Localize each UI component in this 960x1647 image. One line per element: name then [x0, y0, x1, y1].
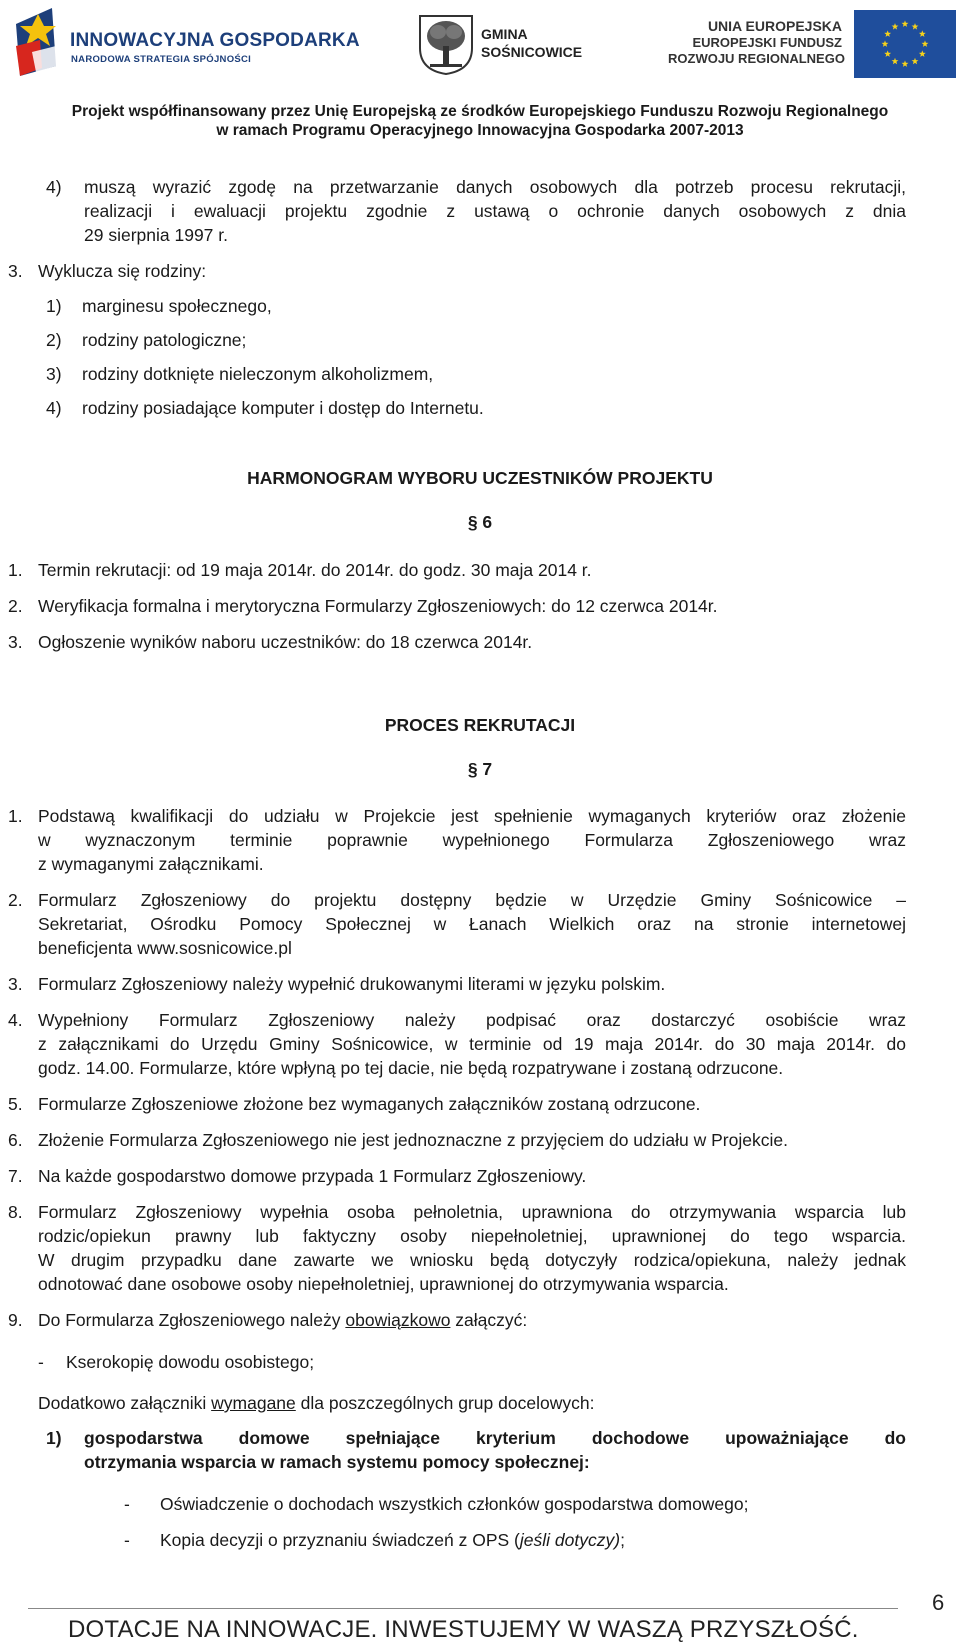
- innowacyjna-gospodarka-mark-icon: [12, 6, 64, 80]
- list-item-number: 9.: [8, 1310, 23, 1330]
- form-submission-line2: z załącznikami do Urzędu Gminy Sośnicowice, w terminie od 19 maja 2014r. do 30 maja 2014r. do: [38, 1034, 906, 1054]
- dash-bullet: -: [124, 1494, 130, 1514]
- paragraph-7-marker: § 7: [467, 759, 493, 779]
- list-item-number: 5.: [8, 1094, 23, 1114]
- text-span: Kopia decyzji o przyznaniu świadczeń z OPS (: [160, 1530, 520, 1550]
- text-span: załączyć:: [450, 1310, 528, 1330]
- gmina-sosnicowice-logo: [416, 10, 596, 80]
- form-availability-line2: Sekretariat, Ośrodku Pomocy Społecznej w Łanach Wielkich oraz na stronie internetowej: [38, 914, 906, 934]
- form-filler-line4: odnotować dane osobowe osoby niepełnoletniej, uprawnionej do otrzymywania wsparcia.: [38, 1274, 729, 1294]
- target-group-line1: gospodarstwa domowe spełniające kryterium dochodowe upoważniające do: [84, 1428, 906, 1448]
- list-item-number: 1.: [8, 806, 23, 826]
- list-item-number: 4.: [8, 1010, 23, 1030]
- dash-bullet: -: [38, 1352, 44, 1372]
- list-item-number: 4): [46, 177, 62, 197]
- list-item-number: 1): [46, 296, 62, 316]
- eu-logo-line2: EUROPEJSKI FUNDUSZ: [692, 35, 842, 50]
- eu-fund-logo: [668, 10, 948, 78]
- paragraph-6-marker: § 6: [467, 512, 493, 532]
- eu-flag-icon: [854, 10, 956, 78]
- list-item-number: 3.: [8, 261, 23, 281]
- consent-line3: 29 sierpnia 1997 r.: [84, 225, 228, 245]
- income-statement-attachment: Oświadczenie o dochodach wszystkich członków gospodarstwa domowego;: [160, 1494, 749, 1514]
- schedule-item: Ogłoszenie wyników naboru uczestników: do 18 czerwca 2014r.: [38, 632, 533, 652]
- list-item-number: 2.: [8, 596, 23, 616]
- eu-logo-text: [668, 18, 845, 67]
- qualification-line3: z wymaganymi załącznikami.: [38, 854, 264, 874]
- exclusion-item: marginesu społecznego,: [82, 296, 272, 316]
- list-item-number: 3): [46, 364, 62, 384]
- mandatory-attachments-intro: [38, 1308, 527, 1332]
- underlined-word: obowiązkowo: [345, 1310, 451, 1330]
- exclusion-item: rodziny patologiczne;: [82, 330, 247, 350]
- form-submission-line3: godz. 14.00. Formularze, które wpłyną po tej dacie, nie będą rozpatrywane i zostaną odrzucone.: [38, 1058, 784, 1078]
- eu-logo-line3: ROZWOJU REGIONALNEGO: [668, 51, 845, 66]
- gmina-logo-line1: GMINA: [481, 26, 528, 42]
- list-item-number: 8.: [8, 1202, 23, 1222]
- form-filler-line3: W drugim przypadku dane zawarte we wniosku będą dotyczyły rodzica/opiekuna, należy jednak: [38, 1250, 906, 1270]
- proces-heading: PROCES REKRUTACJI: [384, 715, 576, 735]
- form-submission-line1: Wypełniony Formularz Zgłoszeniowy należy podpisać oraz dostarczyć osobiście wraz: [38, 1010, 906, 1030]
- form-filler-line1: Formularz Zgłoszeniowy wypełnia osoba pełnoletnia, uprawniona do otrzymywania wsparcia lub: [38, 1202, 906, 1222]
- exclusion-item: rodziny dotknięte nieleczonym alkoholizmem,: [82, 364, 434, 384]
- list-item-number: 1.: [8, 560, 23, 580]
- form-filler-line2: rodzic/opiekun prawny lub faktyczny osoby niepełnoletniej, uprawnionej do tego wsparcia.: [38, 1226, 906, 1246]
- cofinancing-line1: Projekt współfinansowany przez Unię Europejską ze środków Europejskiego Funduszu Rozwoju Regionalnego: [71, 103, 889, 120]
- consent-line1: muszą wyrazić zgodę na przetwarzanie danych osobowych dla potrzeb procesu rekrutacji,: [84, 177, 906, 197]
- qualification-line1: Podstawą kwalifikacji do udziału w Projekcie jest spełnienie wymaganych kryteriów oraz złożenie: [38, 806, 906, 826]
- eu-logo-line1: UNIA EUROPEJSKA: [707, 18, 842, 34]
- list-item-number: 1): [46, 1428, 62, 1448]
- household-form-limit: Na każde gospodarstwo domowe przypada 1 Formularz Zgłoszeniowy.: [38, 1166, 587, 1186]
- list-item-number: 2): [46, 330, 62, 350]
- harmonogram-heading: HARMONOGRAM WYBORU UCZESTNIKÓW PROJEKTU: [247, 468, 713, 488]
- exclusion-intro: Wyklucza się rodziny:: [38, 261, 207, 281]
- text-span: Dodatkowo załączniki: [38, 1393, 212, 1413]
- schedule-item: Termin rekrutacji: od 19 maja 2014r. do 2014r. do godz. 30 maja 2014 r.: [38, 560, 592, 580]
- footer-divider: [28, 1608, 898, 1609]
- consent-line2: realizacji i ewaluacji projektu zgodnie z ustawą o ochronie danych osobowych z dnia: [84, 201, 906, 221]
- text-span: ;: [620, 1530, 625, 1550]
- innowacyjna-gospodarka-logo: [12, 6, 360, 80]
- qualification-line2: w wyznaczonym terminie poprawnie wypełnionego Formularza Zgłoszeniowego wraz: [38, 830, 906, 850]
- list-item-number: 2.: [8, 890, 23, 910]
- additional-attachments-intro: [38, 1391, 594, 1415]
- form-availability-line1: Formularz Zgłoszeniowy do projektu dostępny będzie w Urzędzie Gminy Sośnicowice –: [38, 890, 906, 910]
- underlined-word: wymagane: [211, 1393, 296, 1413]
- header-logo-bar: [0, 0, 960, 90]
- form-filling-rule: Formularz Zgłoszeniowy należy wypełnić drukowanymi literami w języku polskim.: [38, 974, 666, 994]
- exclusion-item: rodziny posiadające komputer i dostęp do Internetu.: [82, 398, 484, 418]
- text-span: dla poszczególnych grup docelowych:: [295, 1393, 595, 1413]
- target-group-line2: otrzymania wsparcia w ramach systemu pomocy społecznej:: [84, 1452, 590, 1472]
- ops-decision-attachment: [160, 1528, 625, 1552]
- schedule-item: Weryfikacja formalna i merytoryczna Formularzy Zgłoszeniowych: do 12 czerwca 2014r.: [38, 596, 718, 616]
- list-item-number: 4): [46, 398, 62, 418]
- list-item-number: 6.: [8, 1130, 23, 1150]
- page-number: 6: [932, 1590, 945, 1615]
- list-item-number: 7.: [8, 1166, 23, 1186]
- text-span: Do Formularza Zgłoszeniowego należy: [38, 1310, 346, 1330]
- footer-slogan: DOTACJE NA INNOWACJE. INWESTUJEMY W WASZĄ PRZYSZŁOŚĆ.: [68, 1616, 859, 1643]
- ig-logo-subtitle: NARODOWA STRATEGIA SPÓJNOŚCI: [71, 54, 252, 65]
- cofinancing-line2: w ramach Programu Operacyjnego Innowacyjna Gospodarka 2007-2013: [216, 122, 744, 139]
- form-availability-line3: beneficjenta www.sosnicowice.pl: [38, 938, 292, 958]
- list-item-number: 3.: [8, 974, 23, 994]
- italic-text: jeśli dotyczy): [519, 1530, 621, 1550]
- tree-crest-icon: [416, 12, 476, 76]
- gmina-logo-line2: SOŚNICOWICE: [481, 44, 583, 60]
- dash-bullet: -: [124, 1530, 130, 1550]
- cofinancing-notice: [0, 102, 960, 140]
- list-item-number: 3.: [8, 632, 23, 652]
- ig-logo-title: INNOWACYJNA GOSPODARKA: [70, 30, 360, 51]
- acceptance-disclaimer: Złożenie Formularza Zgłoszeniowego nie jest jednoznaczne z przyjęciem do udziału w Projekcie.: [38, 1130, 788, 1150]
- id-copy-attachment: Kserokopię dowodu osobistego;: [66, 1352, 315, 1372]
- rejection-rule: Formularze Zgłoszeniowe złożone bez wymaganych załączników zostaną odrzucone.: [38, 1094, 701, 1114]
